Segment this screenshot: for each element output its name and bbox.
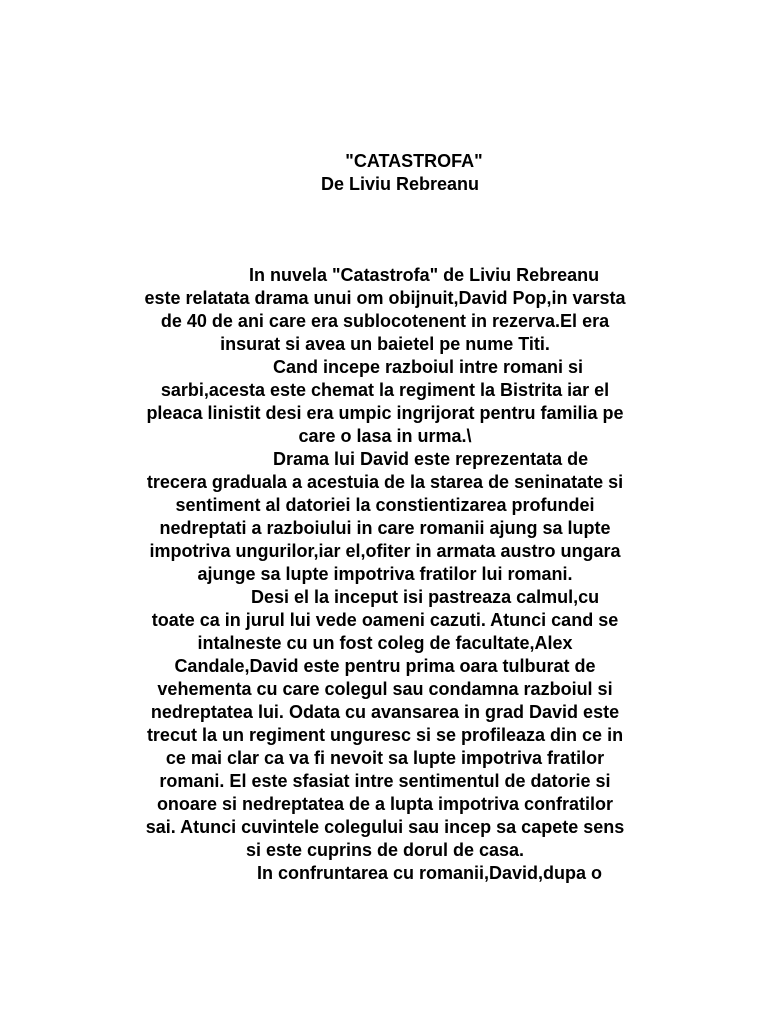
text-line: Cand incepe razboiul intre romani si [273, 357, 584, 377]
title-block [0, 150, 768, 196]
text-line: si este cuprins de dorul de casa. [245, 840, 525, 860]
document-title: "CATASTROFA" [345, 151, 483, 171]
text-line: Candale,David este pentru prima oara tulburat de [174, 656, 596, 676]
text-line: sarbi,acesta este chemat la regiment la Bistrita iar el [160, 380, 610, 400]
text-line: nedreptatea lui. Odata cu avansarea in grad David este [150, 702, 620, 722]
text-line: onoare si nedreptatea de a lupta impotriva confratilor [156, 794, 614, 814]
text-line: este relatata drama unui om obijnuit,David Pop,in varsta [144, 288, 626, 308]
text-line: de 40 de ani care era sublocotenent in rezerva.El era [160, 311, 610, 331]
text-line: nedreptati a razboiului in care romanii ajung sa lupte [159, 518, 611, 538]
text-line: impotriva ungurilor,iar el,ofiter in armata austro ungara [149, 541, 621, 561]
text-line: ce mai clar ca va fi nevoit sa lupte impotriva fratilor [165, 748, 605, 768]
text-line: toate ca in jurul lui vede oameni cazuti. Atunci cand se [151, 610, 619, 630]
text-line: pleaca linistit desi era umpic ingrijorat pentru familia pe [146, 403, 624, 423]
text-line: In nuvela "Catastrofa" de Liviu Rebreanu [249, 265, 600, 285]
text-line: sentiment al datoriei la constientizarea profundei [175, 495, 595, 515]
text-line: In confruntarea cu romanii,David,dupa o [257, 863, 603, 883]
text-line: trecera graduala a acestuia de la starea de seninatate si [146, 472, 624, 492]
text-line: Desi el la inceput isi pastreaza calmul,cu [251, 587, 600, 607]
text-line: care o lasa in urma.\ [298, 426, 472, 446]
text-line: ajunge sa lupte impotriva fratilor lui romani. [197, 564, 573, 584]
text-line: intalneste cu un fost coleg de facultate,Alex [197, 633, 573, 653]
text-line: trecut la un regiment unguresc si se profileaza din ce in [146, 725, 624, 745]
document-author: De Liviu Rebreanu [320, 174, 480, 194]
text-line: insurat si avea un baietel pe nume Titi. [220, 334, 550, 354]
text-line: vehementa cu care colegul sau condamna razboiul si [157, 679, 613, 699]
text-line: Drama lui David este reprezentata de [273, 449, 589, 469]
text-line: romani. El este sfasiat intre sentimentul de datorie si [159, 771, 611, 791]
document-body [105, 264, 665, 885]
text-line: sai. Atunci cuvintele colegului sau incep sa capete sens [145, 817, 625, 837]
